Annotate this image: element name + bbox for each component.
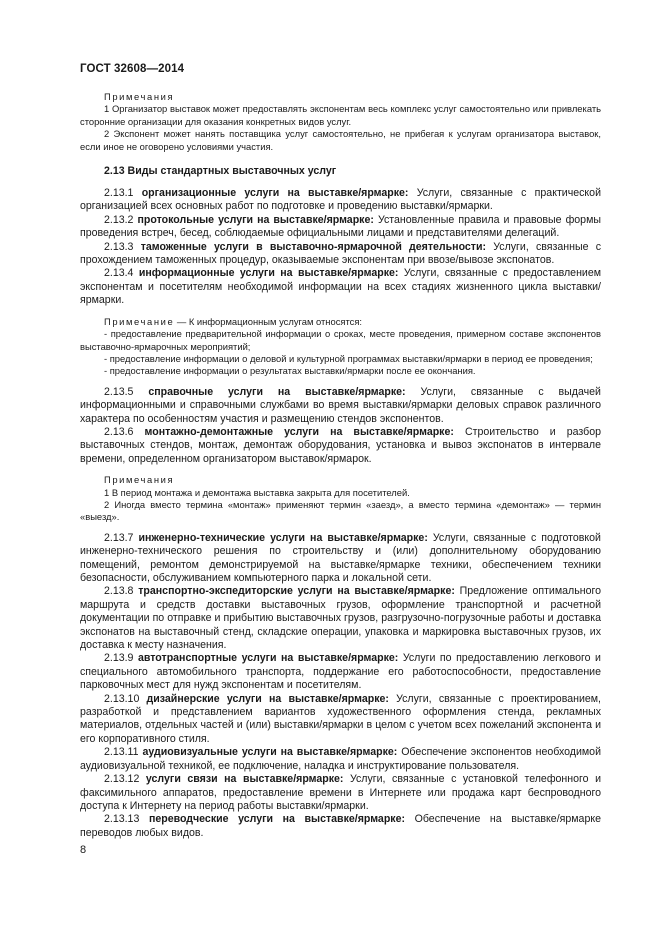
note-item: 2 Иногда вместо термина «монтаж» применяют термин «заезд», а вместо термина «демонтаж» — термин «выезд». bbox=[80, 498, 601, 523]
note-block-top bbox=[80, 91, 601, 153]
note-line: - предоставление информации о результатах выставки/ярмарки после ее окончания. bbox=[104, 365, 476, 377]
item-2-13-13: 2.13.13 переводческие услуги на выставке/ярмарке: Обеспечение на выставке/ярмарке переводов любых видов. bbox=[80, 813, 601, 839]
item-term: таможенные услуги в выставочно-ярмарочной деятельности: bbox=[140, 240, 487, 253]
item-2-13-12: 2.13.12 услуги связи на выставке/ярмарке: Услуги, связанные с установкой телефонного и факсимильного аппаратов, предоставление времени в Интернете или продажа карт беспроводного доступа к Интернету на период работы выставки/ярмарки. bbox=[80, 773, 601, 812]
item-term: монтажно-демонтажные услуги на выставке/ярмарке: bbox=[144, 425, 454, 438]
item-term: справочные услуги на выставке/ярмарке: bbox=[148, 385, 406, 398]
item-2-13-2: 2.13.2 протокольные услуги на выставке/ярмарке: Установленные правила и правовые формы проведения встреч, бесед, соблюдаемые официальными лицами и представителями делегаций. bbox=[80, 213, 601, 240]
page-number: 8 bbox=[80, 844, 87, 856]
item-2-13-11: 2.13.11 аудиовизуальные услуги на выставке/ярмарке: Обеспечение экспонентов необходимой аудиовизуальной техникой, ее подключение, наладка и инструктирование пользователя. bbox=[80, 746, 601, 772]
standard-header: ГОСТ 32608—2014 bbox=[80, 63, 185, 75]
item-2-13-3: 2.13.3 таможенные услуги в выставочно-ярмарочной деятельности: Услуги, связанные с прохождением таможенных процедур, оказываемые экспонентам при ввозе/вывозе экспонатов. bbox=[80, 240, 601, 267]
item-term: транспортно-экспедиторские услуги на выставке/ярмарке: bbox=[138, 585, 455, 598]
note-line: - предоставление предварительной информации о сроках, месте проведения, примерном составе экспонентов выставочно-ярмарочных мероприятий; bbox=[80, 328, 601, 352]
item-term: протокольные услуги на выставке/ярмарке: bbox=[137, 213, 374, 226]
note-label: Примечания bbox=[104, 91, 175, 102]
item-term: услуги связи на выставке/ярмарке: bbox=[145, 773, 344, 786]
item-2-13-4: 2.13.4 информационные услуги на выставке/ярмарке: Услуги, связанные с предоставлением экспонентам и посетителям необходимой информации на всех стадиях жизненного цикла выставки/ярмарки. bbox=[80, 267, 602, 307]
item-2-13-8: 2.13.8 транспортно-экспедиторские услуги на выставке/ярмарке: Предложение оптимального маршрута и средств доставки выставочных грузов, оформление транспортной и расчетной документации по отправке и прибытию выставочных грузов, разгрузочно-погрузочные работы и доставка экспонатов на выставочный стенд, складские операции, упаковка и маркировка выставочных грузов, их доставка к месту назначения. bbox=[80, 585, 601, 652]
note-block-mount bbox=[80, 474, 601, 524]
page-content bbox=[80, 91, 601, 840]
note-item: 2 Экспонент может нанять поставщика услуг самостоятельно, не прибегая к услугам организатора выставок, если иное не оговорено условиями участия. bbox=[80, 128, 601, 152]
note-label: Примечания bbox=[104, 474, 175, 486]
note-line: - предоставление информации о деловой и культурной программах выставки/ярмарки в период ее проведения; bbox=[104, 352, 593, 364]
item-2-13-6: 2.13.6 монтажно-демонтажные услуги на выставке/ярмарке: Строительство и разбор выставочных стендов, монтаж, демонтаж оборудования, установка и вывоз экспонатов в интервале времени, определенном организатором выставок/ярмарок. bbox=[80, 425, 601, 465]
item-term: инженерно-технические услуги на выставке/ярмарке: bbox=[138, 531, 428, 544]
item-term: переводческие услуги на выставке/ярмарке: bbox=[148, 813, 406, 826]
item-2-13-5: 2.13.5 справочные услуги на выставке/ярмарке: Услуги, связанные с выдачей информационными и справочными службами во время выставки/ярмарки деловых справок различного характера по особенностям участия и размещению стендов экспонентов. bbox=[80, 385, 601, 425]
item-2-13-7: 2.13.7 инженерно-технические услуги на выставке/ярмарке: Услуги, связанные с подготовкой инженерно-технического решения по строительству и (или) дополнительному оборудованию помещений, ремонтом демонстрируемой на выставке/ярмарке техники, обеспечением техники безопасности, обслуживанием компьютерного парка и локальной сети. bbox=[80, 531, 601, 584]
note-block-info: Примечание — К информационным услугам относятся: - предоставление предварительной информации о сроках, месте проведения, примерном составе экспонентов выставочно-ярмарочных мероприятий; - предоставление информации о деловой и культурной программах выставки/ярмарки в период ее проведения; - предоставление информации о результатах выставки/ярмарки после ее окончания. bbox=[80, 315, 601, 377]
item-term: дизайнерские услуги на выставке/ярмарке: bbox=[146, 692, 389, 705]
item-term: автотранспортные услуги на выставке/ярмарке: bbox=[137, 652, 399, 665]
note-label: Примечание bbox=[104, 315, 175, 327]
section-title: 2.13 Виды стандартных выставочных услуг bbox=[104, 165, 337, 178]
item-2-13-9: 2.13.9 автотранспортные услуги на выставке/ярмарке: Услуги по предоставлению легкового и специального автомобильного транспорта, поддержание его работоспособности, предоставление парковочных мест для нужд экспонентам и посетителям. bbox=[80, 652, 601, 692]
note-item: 1 Организатор выставок может предоставлять экспонентам весь комплекс услуг самостоятельно или привлекать сторонние организации для оказания конкретных видов услуг. bbox=[80, 103, 601, 127]
item-term: информационные услуги на выставке/ярмарке: bbox=[138, 267, 399, 280]
item-term: организационные услуги на выставке/ярмарке: bbox=[141, 187, 409, 200]
item-term: аудиовизуальные услуги на выставке/ярмарке: bbox=[142, 746, 398, 759]
note-item: 1 В период монтажа и демонтажа выставка закрыта для посетителей. bbox=[104, 486, 410, 498]
item-2-13-10: 2.13.10 дизайнерские услуги на выставке/ярмарке: Услуги, связанные с проектированием, разработкой и представлением вариантов художественного оформления стенда, рекламных материалов, отдельных частей и (или) выставки/ярмарки в целом с учетом всех пожеланий экспонента и его корпоративного стиля. bbox=[80, 692, 601, 745]
item-2-13-1: 2.13.1 организационные услуги на выставке/ярмарке: Услуги, связанные с практической организацией всех основных работ по подготовке и проведению выставки/ярмарки. bbox=[80, 187, 601, 213]
